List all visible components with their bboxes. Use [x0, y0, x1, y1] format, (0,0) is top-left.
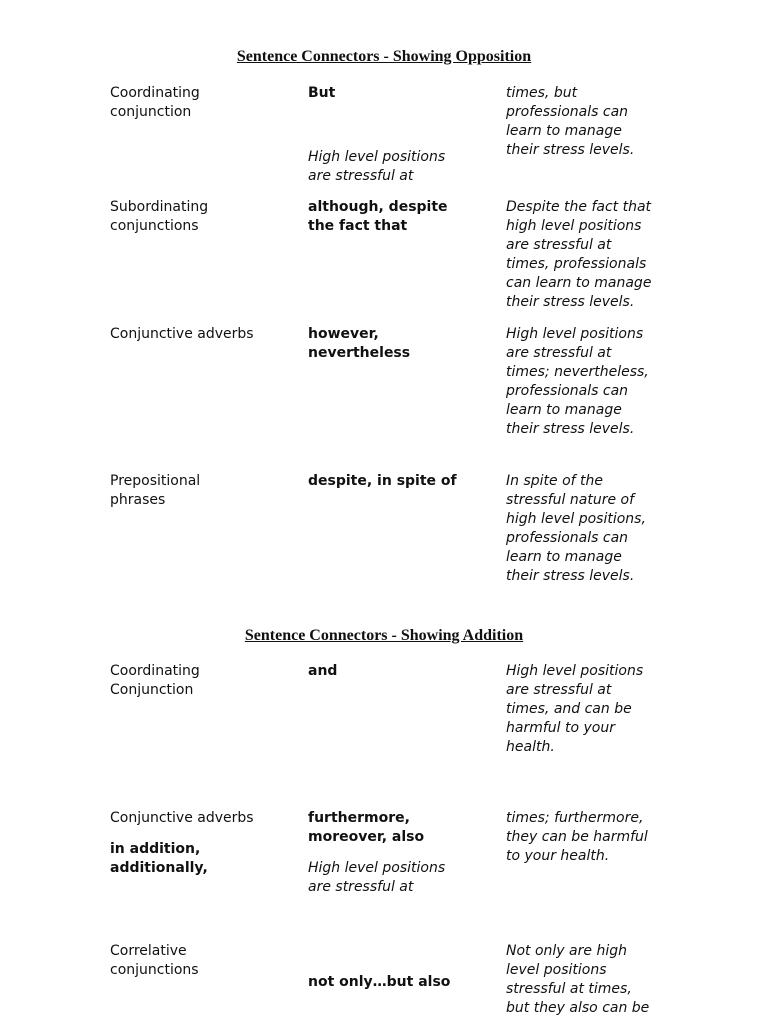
opposition-row4-example: In spite of the stressful nature of high level positions, professionals can learn to manage their stress levels.	[506, 473, 646, 584]
opposition-row1-connectors: But	[308, 85, 336, 101]
opposition-row1-example-bottom: High level positions are stressful at	[308, 149, 446, 184]
opposition-row2-example: Despite the fact that high level positions are stressful at times, professionals can learn to manage their stress levels.	[506, 199, 652, 310]
addition-row2-example-top: times; furthermore, they can be harmful to your health.	[506, 810, 648, 864]
opposition-heading: Sentence Connectors - Showing Opposition	[236, 48, 532, 65]
addition-row1-example: High level positions are stressful at times, and can be harmful to your health.	[506, 663, 644, 755]
addition-row2-example-bottom: High level positions are stressful at	[308, 860, 446, 895]
opposition-row3-type: Conjunctive adverbs	[110, 326, 254, 342]
opposition-row1-example-top: times, but professionals can learn to manage their stress levels.	[506, 85, 635, 158]
opposition-row3-connectors: however, nevertheless	[308, 326, 411, 361]
opposition-row1-type: Coordinating conjunction	[110, 85, 200, 120]
opposition-row3-example: High level positions are stressful at times; nevertheless, professionals can learn to manage their stress levels.	[506, 326, 649, 437]
opposition-row4-type: Prepositional phrases	[110, 473, 201, 508]
addition-row1-type: Coordinating Conjunction	[110, 663, 200, 698]
addition-heading: Sentence Connectors - Showing Addition	[244, 627, 524, 644]
opposition-row4-connectors: despite, in spite of	[308, 473, 457, 489]
addition-row3-example: Not only are high level positions stressful at times, but they also can be	[506, 943, 650, 1016]
opposition-row2-type: Subordinating conjunctions	[110, 199, 209, 234]
addition-row2-type-extra: in addition, additionally,	[110, 841, 208, 876]
addition-row3-connectors: not only…but also	[308, 974, 451, 990]
addition-row1-connectors: and	[308, 663, 338, 679]
opposition-row2-connectors: although, despite the fact that	[308, 199, 448, 234]
addition-row2-connectors: furthermore, moreover, also	[308, 810, 425, 845]
addition-row3-type: Correlative conjunctions	[110, 943, 199, 978]
addition-row2-type: Conjunctive adverbs	[110, 810, 254, 826]
